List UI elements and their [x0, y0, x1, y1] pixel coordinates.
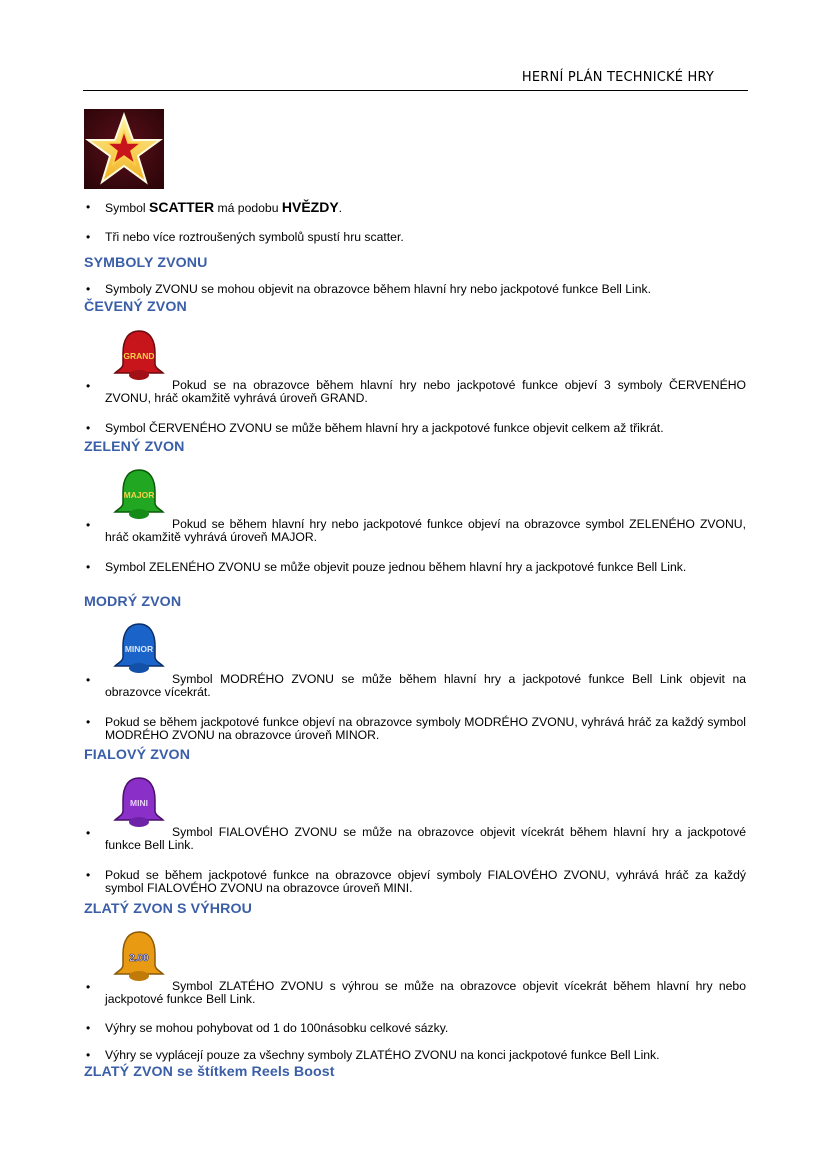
scatter-description — [105, 201, 746, 215]
heading-blue-bell: MODRÝ ZVON — [84, 594, 182, 610]
svg-text:GRAND: GRAND — [123, 351, 155, 361]
svg-text:MINI: MINI — [130, 798, 148, 808]
svg-text:2.00: 2.00 — [129, 953, 149, 964]
bullet-marker: • — [86, 379, 91, 393]
gold-bell-text-2: • Výhry se mohou pohybovat od 1 do 100násobku celkové sázky. — [105, 1022, 746, 1035]
scatter-text-mid: má podobu — [214, 201, 282, 215]
heading-purple-bell: FIALOVÝ ZVON — [84, 747, 191, 763]
red-bell-text-1: Pokud se na obrazovce během hlavní hry nebo jackpotové funkce objeví 3 symboly ČERVENÉHO ZVONU, hráč okamžitě vyhrává úroveň GRAND. — [105, 378, 746, 405]
scatter-trigger-text: • Tři nebo více roztroušených symbolů spustí hru scatter. — [105, 231, 746, 244]
bullet-marker: • — [86, 518, 91, 532]
heading-bell-symbols: SYMBOLY ZVONU — [84, 255, 208, 271]
heading-green-bell: ZELENÝ ZVON — [84, 439, 185, 455]
scatter-keyword: SCATTER — [149, 199, 215, 215]
header-divider — [83, 90, 748, 91]
purple-bell-text-2: • Pokud se během jackpotové funkce na obrazovce objeví symboly FIALOVÉHO ZVONU, vyhrává hráč za každý symbol FIALOVÉHO ZVONU na obrazovce úroveň MINI. — [105, 869, 746, 895]
red-bell-text-2: • Symbol ČERVENÉHO ZVONU se může během hlavní hry a jackpotové funkce objevit celkem až třikrát. — [105, 422, 746, 435]
gold-bell-text-1: Symbol ZLATÉHO ZVONU s výhrou se může na obrazovce objevit vícekrát během hlavní hry nebo jackpotové funkce Bell Link. — [105, 979, 746, 1006]
star-keyword: HVĚZDY — [281, 199, 339, 215]
bell-symbols-text: • Symboly ZVONU se mohou objevit na obrazovce během hlavní hry nebo jackpotové funkce Bell Link. — [105, 283, 746, 296]
bullet-marker: • — [86, 826, 91, 840]
green-bell-text-1: Pokud se během hlavní hry nebo jackpotové funkce objeví na obrazovce symbol ZELENÉHO ZVONU, hráč okamžitě vyhrává úroveň MAJOR. — [105, 517, 746, 544]
bullet-marker: • — [86, 980, 91, 994]
purple-bell-text-1: Symbol FIALOVÉHO ZVONU se může na obrazovce objevit vícekrát během hlavní hry a jackpotové funkce Bell Link. — [105, 825, 746, 852]
scatter-star-image — [84, 109, 164, 189]
page-header-title: HERNÍ PLÁN TECHNICKÉ HRY — [521, 70, 714, 85]
scatter-text: Symbol — [105, 201, 150, 215]
blue-bell-text-2: • Pokud se během jackpotové funkce objeví na obrazovce symboly MODRÉHO ZVONU, vyhrává hráč za každý symbol MODRÉHO ZVONU na obrazovce úroveň MINOR. — [105, 716, 746, 742]
scatter-text-end: . — [338, 201, 343, 215]
svg-text:MAJOR: MAJOR — [123, 490, 155, 500]
blue-bell-text-1: Symbol MODRÉHO ZVONU se může během hlavní hry a jackpotové funkce Bell Link objevit na obrazovce vícekrát. — [105, 672, 746, 699]
heading-gold-bell-boost: ZLATÝ ZVON se štítkem Reels Boost — [84, 1064, 335, 1080]
heading-red-bell: ČEVENÝ ZVON — [84, 299, 187, 315]
green-bell-text-2: • Symbol ZELENÉHO ZVONU se může objevit pouze jednou během hlavní hry a jackpotové funkce Bell Link. — [105, 561, 746, 574]
svg-text:MINOR: MINOR — [124, 644, 154, 654]
bullet-marker: • — [86, 673, 91, 687]
gold-bell-text-3: • Výhry se vyplácejí pouze za všechny symboly ZLATÉHO ZVONU na konci jackpotové funkce Bell Link. — [105, 1049, 746, 1062]
heading-gold-bell: ZLATÝ ZVON S VÝHROU — [84, 901, 252, 917]
